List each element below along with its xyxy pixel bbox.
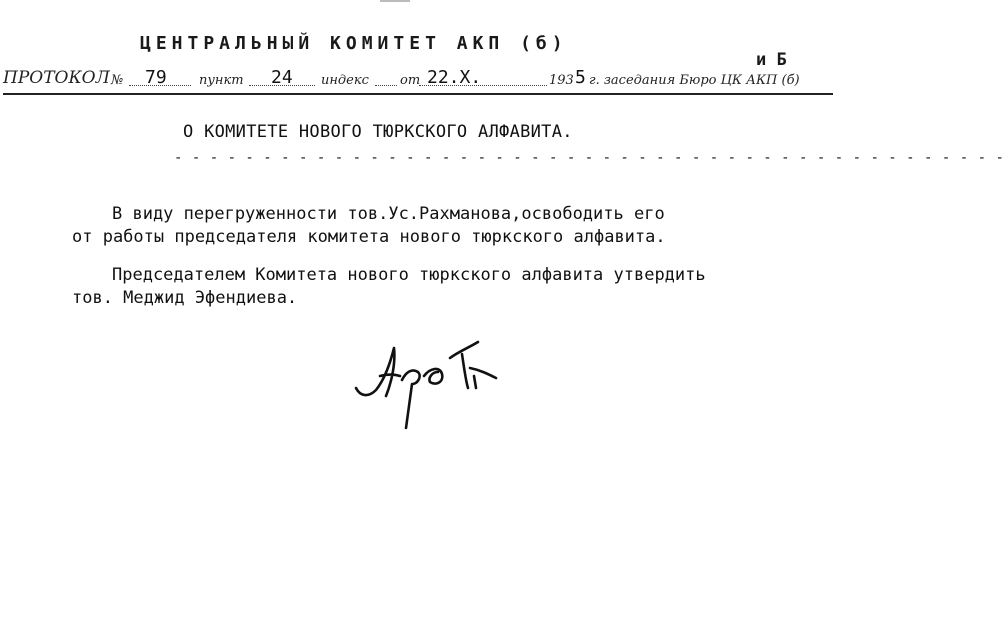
scan-mark <box>380 0 410 2</box>
protocol-item: 24 <box>271 67 293 88</box>
session-text: г. заседания Бюро ЦК АКП (б) <box>589 73 800 88</box>
paragraph2-line1: Председателем Комитета нового тюркского алфавита утвердить <box>112 265 706 285</box>
org-header: ЦЕНТРАЛЬНЫЙ КОМИТЕТ АКП (б) <box>140 33 568 54</box>
protocol-label: ПРОТОКОЛ <box>3 68 110 88</box>
protocol-line <box>3 66 833 96</box>
protocol-number-label: № <box>111 73 124 88</box>
item-label: пункт <box>199 73 244 88</box>
document-title: О КОМИТЕТЕ НОВОГО ТЮРКСКОГО АЛФАВИТА. <box>183 122 573 142</box>
protocol-date: 22.Х. <box>427 67 482 88</box>
date-label: от <box>400 73 421 88</box>
paragraph1-line1: В виду перегруженности тов.Ус.Рахманова,освободить его <box>112 204 665 224</box>
paragraph1-line2: от работы председателя комитета нового тюркского алфавита. <box>72 227 666 247</box>
index-dots <box>375 84 397 86</box>
year-suffix: 5 <box>575 67 586 88</box>
protocol-underline <box>3 93 833 95</box>
paragraph2-line2: тов. Меджид Эфендиева. <box>72 288 298 308</box>
handwritten-signature <box>350 328 520 433</box>
title-underline: - - - - - - - - - - - - - - - - - - - - - - - - - - - - - - - - - - - - - - - - - - - - - - - <box>174 150 1004 166</box>
index-label: индекс <box>321 73 369 88</box>
protocol-number: 79 <box>145 67 167 88</box>
year-prefix: 193 <box>549 73 574 88</box>
corner-note: и Б <box>756 50 787 70</box>
